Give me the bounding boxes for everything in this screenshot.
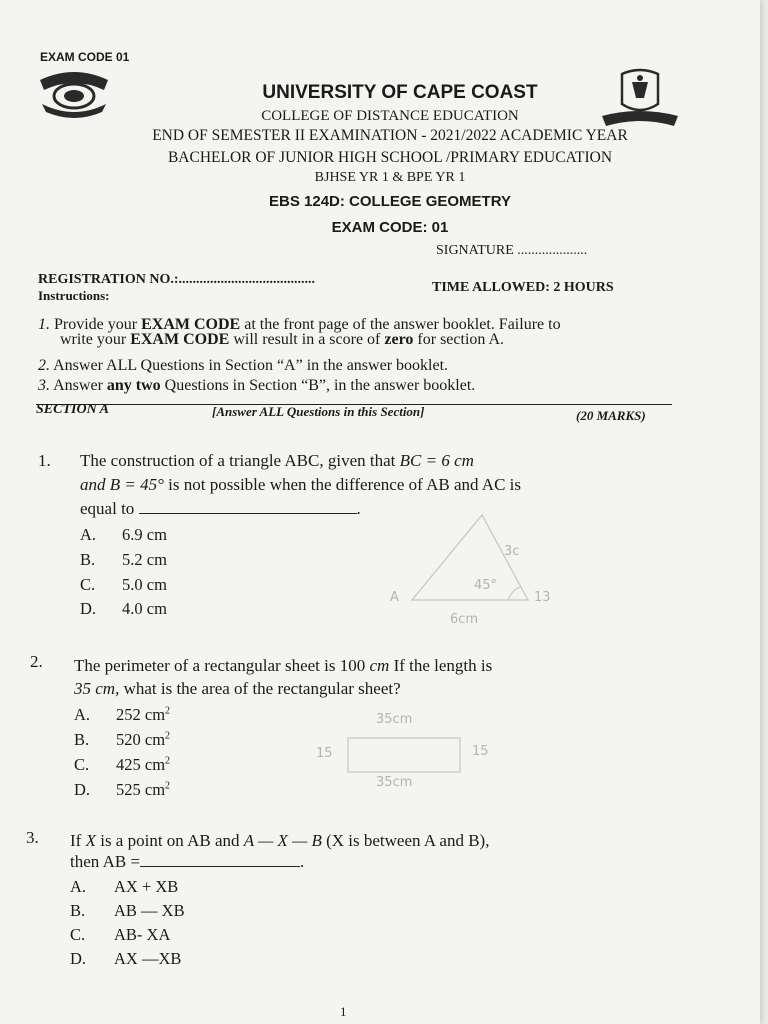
question-1-line-3: equal to . bbox=[80, 499, 361, 518]
question-3-line-1: If X is a point on AB and A — X — B (X is between A and B), bbox=[70, 831, 490, 850]
pencil-note: 6cm bbox=[450, 612, 479, 627]
college-name: COLLEGE OF DISTANCE EDUCATION bbox=[261, 108, 519, 124]
pencil-note: 35cm bbox=[376, 712, 413, 727]
option-text: 6.9 cm bbox=[122, 525, 167, 544]
option-text: 520 $cm^2$ bbox=[116, 730, 171, 749]
signature-field: SIGNATURE .................... bbox=[436, 243, 588, 258]
instruction-2: 2. Answer ALL Questions in Section “A” in the answer booklet. bbox=[38, 357, 449, 374]
option-text: 5.2 cm bbox=[122, 550, 167, 569]
question-3-line-2: then AB = . bbox=[70, 852, 305, 871]
option-text: 525 $cm^2$ bbox=[116, 780, 171, 799]
pencil-note: 35cm bbox=[376, 775, 413, 790]
pencil-note: 15 bbox=[316, 746, 333, 761]
level-line: BJHSE YR 1 & BPE YR 1 bbox=[314, 170, 466, 185]
pencil-triangle-sketch bbox=[400, 505, 570, 630]
option-letter: D. bbox=[80, 599, 97, 618]
page-number: 1 bbox=[340, 1004, 347, 1019]
question-1-line-2: and B = 45° is not possible when the difference of AB and AC is bbox=[80, 475, 522, 494]
option-letter: C. bbox=[74, 755, 90, 774]
instructions-heading: Instructions: bbox=[38, 288, 110, 303]
instruction-1-continued: write your EXAM CODE will result in a score of zero for section A. bbox=[60, 331, 505, 348]
option-letter: D. bbox=[70, 949, 87, 968]
option-letter: A. bbox=[74, 705, 91, 724]
exam-code: EXAM CODE: 01 bbox=[331, 219, 449, 236]
option-text: AB- XA bbox=[114, 925, 171, 944]
option-text: AB — XB bbox=[114, 901, 185, 920]
option-text: AX + XB bbox=[114, 877, 179, 896]
pencil-note: 13 bbox=[534, 590, 551, 605]
option-text: 4.0 cm bbox=[122, 599, 167, 618]
section-title: SECTION A bbox=[36, 402, 110, 417]
question-number: 2. bbox=[30, 652, 43, 671]
option-text: 5.0 cm bbox=[122, 575, 167, 594]
university-name: UNIVERSITY OF CAPE COAST bbox=[262, 82, 538, 103]
question-number: 1. bbox=[38, 451, 51, 470]
option-letter: A. bbox=[80, 525, 97, 544]
instruction-1: 1. Provide your EXAM CODE at the front page of the answer booklet. Failure to bbox=[38, 316, 561, 333]
option-text: 425 $cm^2$ bbox=[116, 755, 171, 774]
option-text: AX —XB bbox=[114, 949, 182, 968]
time-allowed: TIME ALLOWED: 2 HOURS bbox=[432, 280, 614, 295]
pencil-rectangle-sketch bbox=[340, 730, 470, 780]
instruction-3: 3. Answer any two Questions in Section “B”, in the answer booklet. bbox=[38, 377, 476, 394]
pencil-note: 3c bbox=[504, 544, 520, 559]
option-letter: B. bbox=[80, 550, 96, 569]
option-text: 252 $cm^2$ bbox=[116, 705, 171, 724]
answer-blank bbox=[140, 866, 300, 867]
option-letter: B. bbox=[70, 901, 86, 920]
pencil-note: 15 bbox=[472, 744, 489, 759]
section-marks: (20 MARKS) bbox=[576, 408, 646, 423]
question-2-line-2: 35 cm, what is the area of the rectangular sheet? bbox=[74, 679, 401, 698]
question-number: 3. bbox=[26, 828, 39, 847]
pencil-note: A bbox=[390, 590, 399, 605]
pencil-note: 45° bbox=[474, 578, 498, 593]
option-letter: A. bbox=[70, 877, 87, 896]
question-1-line-1: The construction of a triangle ABC, given that BC = 6 cm bbox=[80, 451, 474, 470]
option-letter: C. bbox=[70, 925, 86, 944]
option-letter: B. bbox=[74, 730, 90, 749]
answer-blank bbox=[139, 513, 357, 514]
exam-title: END OF SEMESTER II EXAMINATION - 2021/2022 ACADEMIC YEAR bbox=[152, 127, 628, 144]
question-2-line-1: The perimeter of a rectangular sheet is 100 cm If the length is bbox=[74, 656, 493, 675]
programme-name: BACHELOR OF JUNIOR HIGH SCHOOL /PRIMARY EDUCATION bbox=[167, 149, 613, 166]
option-letter: C. bbox=[80, 575, 96, 594]
section-instruction: [Answer ALL Questions in this Section] bbox=[212, 404, 425, 419]
course-title: EBS 124D: COLLEGE GEOMETRY bbox=[269, 193, 511, 210]
option-letter: D. bbox=[74, 780, 91, 799]
exam-code-top-label: EXAM CODE 01 bbox=[40, 50, 130, 64]
registration-field: REGISTRATION NO.:....................................... bbox=[38, 272, 316, 287]
